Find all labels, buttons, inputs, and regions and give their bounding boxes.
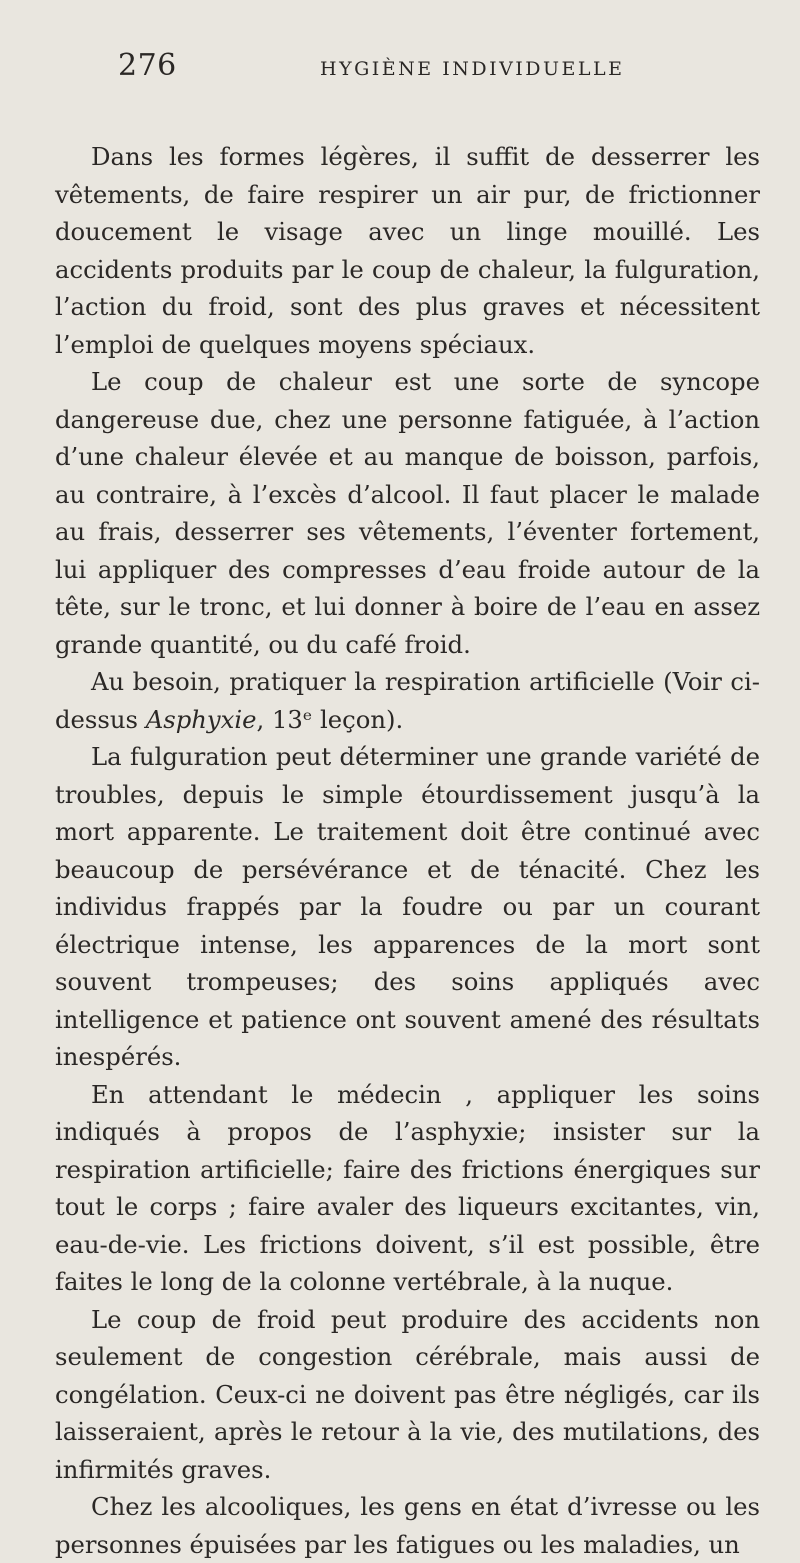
paragraph: La fulguration peut déterminer une grande variété de troubles, depuis le simple étourdissement jusqu’à la mort apparente. Le traitement doit être continué avec beaucoup de persévérance et de ténacité. Chez les individus frappés par la foudre ou par un courant électrique intense, les apparences de la mort sont souvent trompeuses; des soins appliqués avec intelligence et patience ont souvent amené des résultats inespérés. <box>55 742 760 1071</box>
paragraph: Le coup de froid peut produire des accidents non seulement de congestion cérébrale, mais aussi de congélation. Ceux-ci ne doivent pas être négligés, car ils laisseraient, après le retour à la vie, des mutilations, des infirmités graves. <box>55 1304 760 1484</box>
paragraph: Le coup de chaleur est une sorte de syncope dangereuse due, chez une personne fatiguée, à l’action d’une chaleur élevée et au manque de boisson, parfois, au contraire, à l’excès d’alcool. Il faut placer le malade au frais, desserrer ses vêtements, l’éventer fortement, lui appliquer des compresses d’eau froide autour de la tête, sur le tronc, et lui donner à boire de l’eau en assez grande quantité, ou du café froid. <box>55 367 760 659</box>
paragraph-text: Au besoin, pratiquer la respiration artificielle (Voir ci-dessus <box>55 667 760 734</box>
running-head: HYGIÈNE INDIVIDUELLE <box>320 58 625 80</box>
page-header <box>55 48 760 88</box>
page-number: 276 <box>118 48 177 83</box>
paragraph: En attendant le médecin , appliquer les soins indiqués à propos de l’asphyxie; insister sur la respiration artificielle; faire des frictions énergiques sur tout le corps ; faire avaler des liqueurs excitantes, vin, eau-de-vie. Les frictions doivent, s’il est possible, être faites le long de la colonne vertébrale, à la nuque. <box>55 1079 760 1296</box>
paragraph: Dans les formes légères, il suffit de desserrer les vêtements, de faire respirer un air pur, de frictionner doucement le visage avec un linge mouillé. Les accidents produits par le coup de chaleur, la fulguration, l’action du froid, sont des plus graves et nécessitent l’emploi de quelques moyens spéciaux. <box>55 142 760 359</box>
paragraph: Chez les alcooliques, les gens en état d’ivresse ou les personnes épuisées par les fatigues ou les maladies, un <box>55 1492 760 1559</box>
paragraph-italic-text: Asphyxie <box>145 704 257 734</box>
paragraph <box>55 663 760 738</box>
body-text <box>55 138 760 1563</box>
paragraph-text: , 13ᵉ leçon). <box>256 704 404 734</box>
